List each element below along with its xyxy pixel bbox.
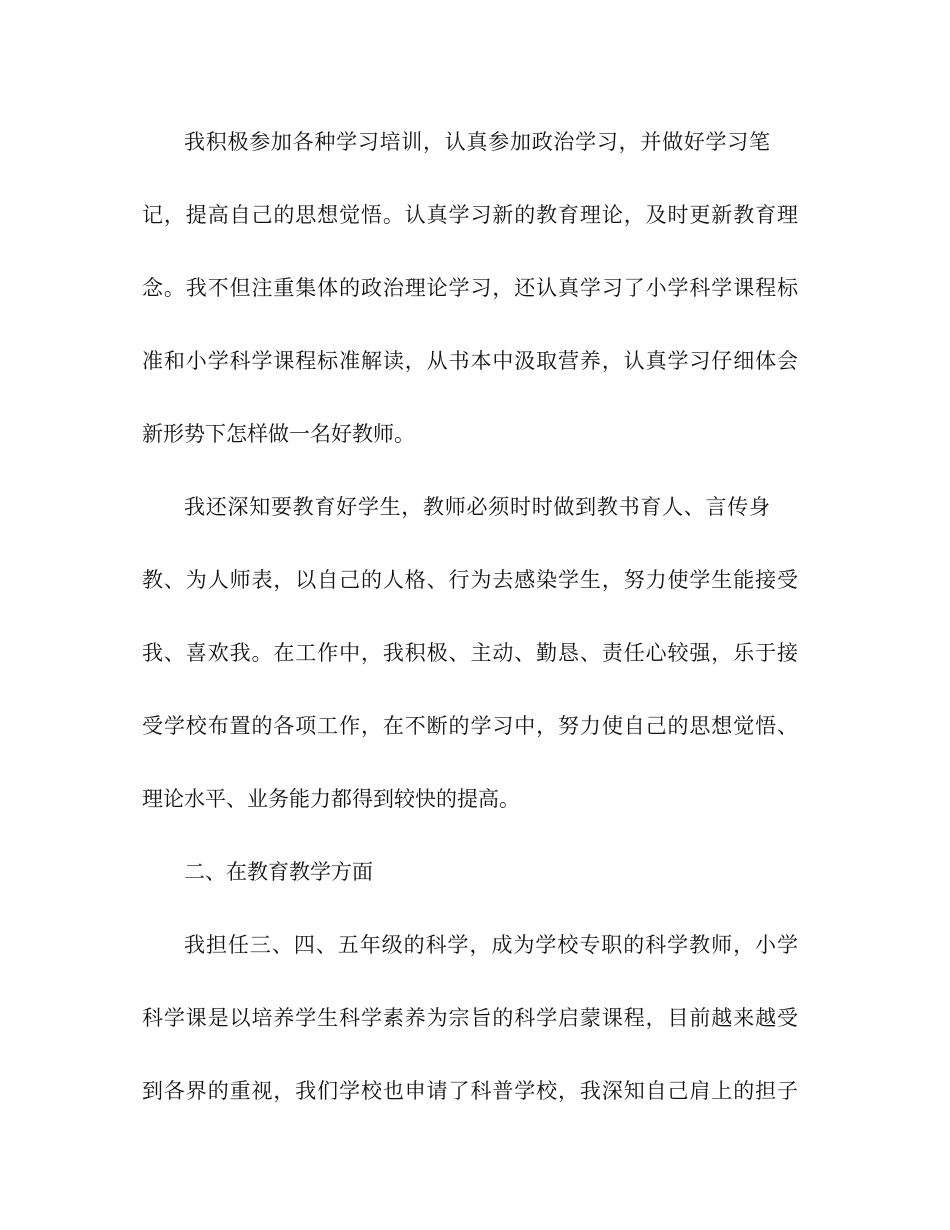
section-heading: 二、在教育教学方面: [184, 860, 373, 884]
paragraph-line: 到各界的重视，我们学校也申请了科普学校，我深知自己肩上的担子: [142, 1079, 798, 1103]
paragraph-line: 受学校布置的各项工作，在不断的学习中，努力使自己的思想觉悟、: [142, 714, 798, 738]
paragraph-line: 我担任三、四、五年级的科学，成为学校专职的科学教师，小学: [184, 933, 798, 957]
paragraph-line: 我积极参加各种学习培训，认真参加政治学习，并做好学习笔: [184, 130, 770, 154]
paragraph-line: 我还深知要教育好学生，教师必须时时做到教书育人、言传身: [184, 495, 770, 519]
paragraph-line: 念。我不但注重集体的政治理论学习，还认真学习了小学科学课程标: [142, 276, 798, 300]
paragraph-line: 准和小学科学课程标准解读，从书本中汲取营养，认真学习仔细体会: [142, 349, 798, 373]
paragraph-line: 记，提高自己的思想觉悟。认真学习新的教育理论，及时更新教育理: [142, 203, 798, 227]
paragraph-line: 新形势下怎样做一名好教师。: [142, 422, 415, 446]
paragraph-line: 我、喜欢我。在工作中，我积极、主动、勤恳、责任心较强，乐于接: [142, 641, 798, 665]
paragraph-line: 科学课是以培养学生科学素养为宗旨的科学启蒙课程，目前越来越受: [142, 1006, 798, 1030]
paragraph-line: 教、为人师表，以自己的人格、行为去感染学生，努力使学生能接受: [142, 568, 798, 592]
paragraph-line: 理论水平、业务能力都得到较快的提高。: [142, 787, 520, 811]
